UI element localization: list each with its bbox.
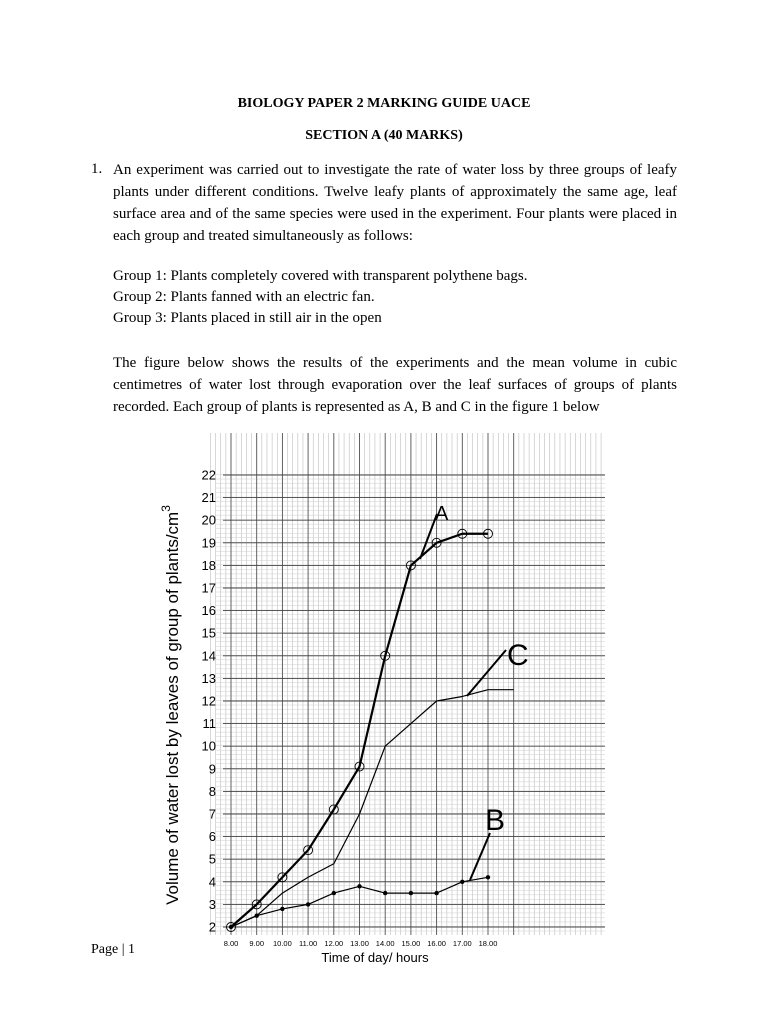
x-tick-label: 16.00 bbox=[427, 939, 446, 948]
y-tick-label: 6 bbox=[208, 829, 216, 845]
y-tick-label: 19 bbox=[201, 535, 216, 551]
y-tick-label: 22 bbox=[201, 467, 216, 483]
y-axis bbox=[202, 468, 216, 935]
data-point bbox=[306, 902, 310, 906]
figure-intro: The figure below shows the results of the experiments and the mean volume in cubic centimetres of water lost through evaporation over the leaf surfaces of groups of plants recorded. Each group of plants is represented as A, B and C in the figure 1 below bbox=[113, 355, 677, 415]
page-number: Page | 1 bbox=[91, 942, 136, 957]
y-tick-label: 13 bbox=[201, 670, 216, 686]
question-number: 1. bbox=[91, 161, 103, 177]
y-tick-label: 17 bbox=[201, 580, 216, 596]
leader-b bbox=[470, 833, 490, 880]
question-intro: An experiment was carried out to investigate the rate of water loss by three groups of leafy plants under different conditions. Twelve leafy plants of approximately the same age, leaf surface area and of the same species were used in the experiment. Four plants were placed in each group and treated simultaneously as follows: bbox=[113, 162, 677, 244]
series-c bbox=[231, 690, 514, 927]
data-point bbox=[486, 875, 490, 879]
x-tick-label: 12.00 bbox=[324, 939, 344, 948]
y-tick-label: 5 bbox=[208, 851, 216, 867]
x-tick-label: 11.00 bbox=[298, 939, 318, 948]
document-title: BIOLOGY PAPER 2 MARKING GUIDE UACE bbox=[237, 96, 531, 111]
y-tick-label: 12 bbox=[201, 693, 216, 709]
x-tick-label: 13.00 bbox=[350, 939, 369, 948]
y-tick-label: 16 bbox=[201, 603, 216, 619]
y-tick-label: 11 bbox=[202, 716, 216, 732]
y-tick-label: 9 bbox=[208, 761, 216, 777]
series-label-c: C bbox=[507, 639, 529, 672]
data-point bbox=[434, 891, 438, 895]
x-tick-label: 8.00 bbox=[223, 939, 239, 948]
data-point bbox=[357, 884, 361, 888]
y-axis-title-superscript: 3 bbox=[159, 505, 173, 512]
data-point bbox=[255, 914, 259, 918]
data-point bbox=[280, 907, 284, 911]
y-tick-label: 20 bbox=[201, 512, 216, 528]
y-tick-label: 2 bbox=[208, 919, 216, 935]
y-tick-label: 4 bbox=[208, 874, 216, 890]
graph-paper-grid bbox=[210, 433, 605, 935]
x-tick-label: 18.00 bbox=[478, 939, 498, 948]
series-line bbox=[231, 690, 514, 927]
series-label-b: B bbox=[485, 804, 506, 837]
x-axis-title: Time of day/ hours bbox=[321, 950, 429, 965]
data-point bbox=[383, 891, 387, 895]
x-axis bbox=[224, 939, 498, 948]
group-item: Group 3: Plants placed in still air in the open bbox=[113, 310, 382, 326]
y-tick-label: 14 bbox=[201, 648, 216, 664]
y-tick-label: 15 bbox=[201, 625, 216, 641]
y-tick-label: 21 bbox=[201, 490, 216, 506]
y-tick-label: 3 bbox=[208, 896, 216, 912]
data-point bbox=[409, 891, 413, 895]
group-item: Group 1: Plants completely covered with transparent polythene bags. bbox=[113, 268, 528, 284]
x-tick-label: 10.00 bbox=[273, 939, 292, 948]
x-tick-label: 9.00 bbox=[249, 939, 265, 948]
data-point bbox=[229, 925, 233, 929]
y-tick-label: 8 bbox=[208, 783, 216, 799]
section-heading: SECTION A (40 MARKS) bbox=[305, 128, 463, 143]
series-label-a: A bbox=[435, 503, 449, 525]
y-axis-title: Volume of water lost by leaves of group of plants/$cm^3$ bbox=[159, 505, 182, 905]
x-tick-label: 17.00 bbox=[452, 939, 472, 948]
y-tick-label: 10 bbox=[201, 738, 216, 754]
data-point bbox=[460, 880, 464, 884]
group-item: Group 2: Plants fanned with an electric fan. bbox=[113, 289, 375, 305]
data-point bbox=[332, 891, 336, 895]
y-tick-label: 18 bbox=[201, 557, 216, 573]
x-tick-label: 14.00 bbox=[375, 939, 395, 948]
x-tick-label: 15.00 bbox=[401, 939, 421, 948]
y-tick-label: 7 bbox=[208, 806, 216, 822]
